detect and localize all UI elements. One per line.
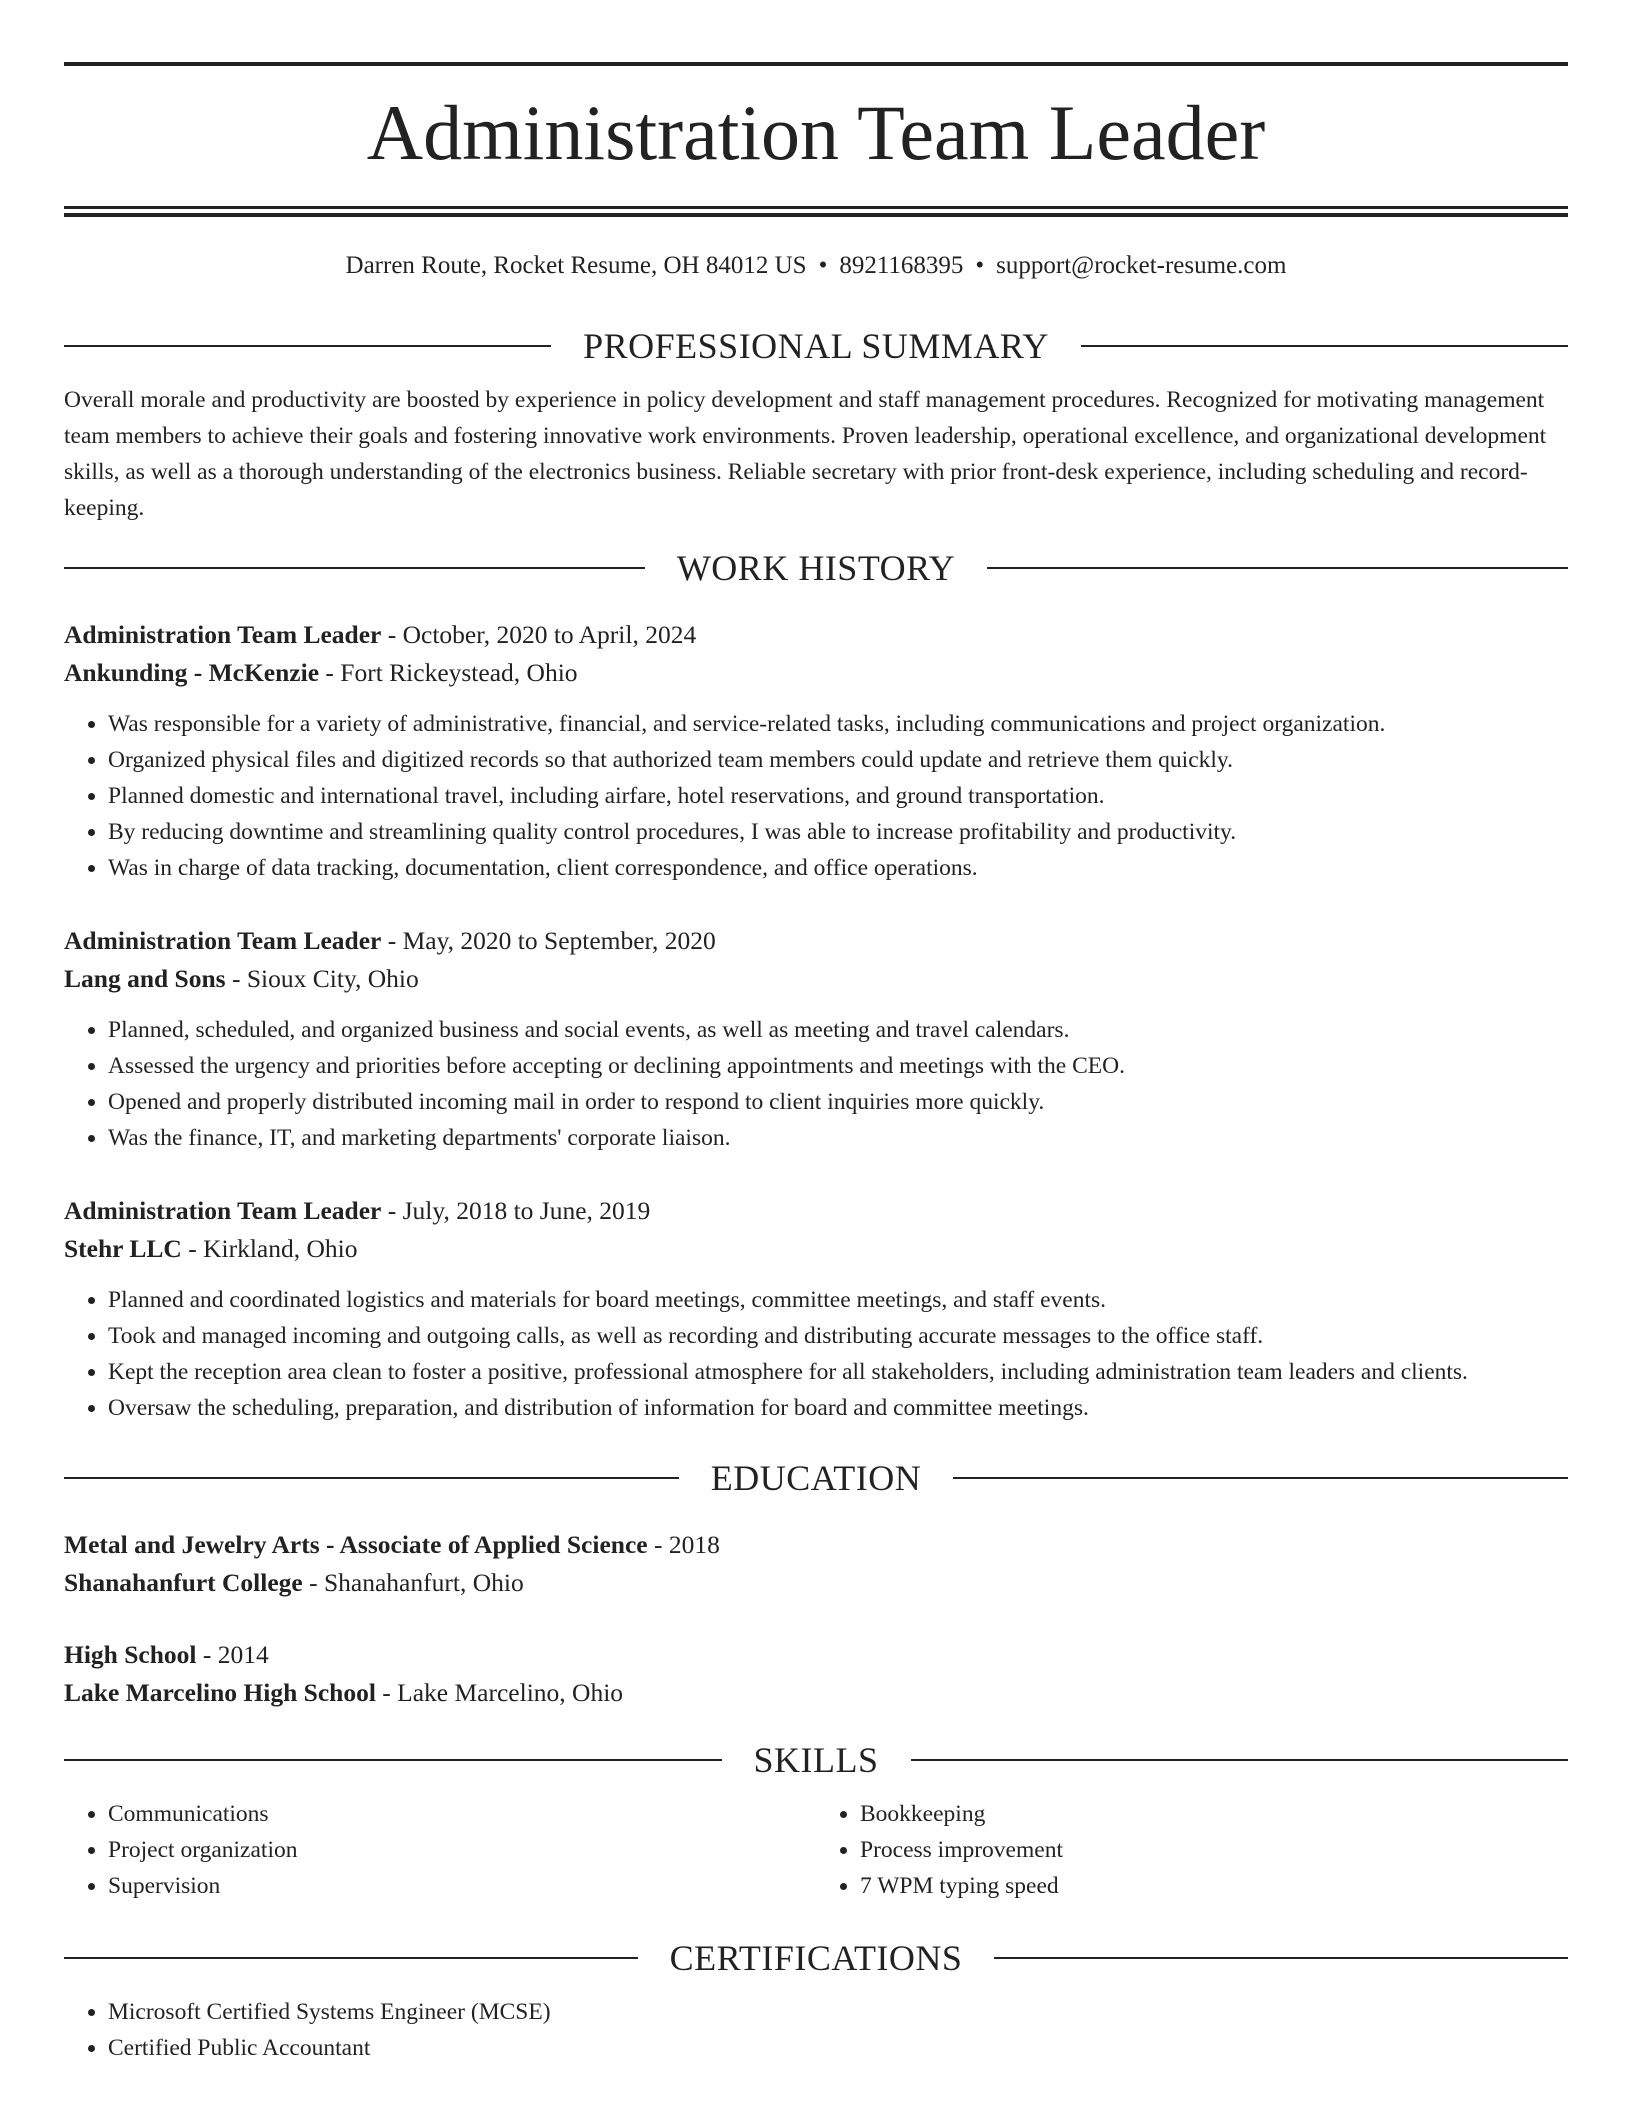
education-location: - Shanahanfurt, Ohio — [302, 1568, 524, 1597]
job-title: Administration Team Leader — [64, 926, 382, 955]
section-rule-right — [911, 1759, 1569, 1761]
certifications-list — [64, 1994, 1568, 2066]
job-company-line — [64, 960, 1568, 998]
contact-line — [64, 253, 1568, 278]
job-entry — [64, 1192, 1568, 1426]
job-bullets — [64, 1282, 1568, 1426]
education-school-line — [64, 1674, 1568, 1712]
section-rule-left — [64, 1957, 638, 1959]
list-item: • Was in charge of data tracking, documentation, client correspondence, and office operations. — [108, 850, 1568, 886]
section-title-certifications: CERTIFICATIONS — [669, 1938, 963, 1978]
contact-phone: 8921168395 — [839, 252, 964, 279]
section-rule-right — [953, 1477, 1568, 1479]
list-item: • Communications — [108, 1796, 816, 1832]
list-item: • Supervision — [108, 1868, 816, 1904]
list-item: • Planned and coordinated logistics and materials for board meetings, committee meetings, and staff events. — [108, 1282, 1568, 1318]
section-header-work-history — [64, 550, 1568, 586]
title-double-rule — [64, 206, 1568, 217]
education-degree: Metal and Jewelry Arts - Associate of Applied Science — [64, 1530, 648, 1559]
job-title-line — [64, 616, 1568, 654]
education-degree-line — [64, 1636, 1568, 1674]
list-item: • Took and managed incoming and outgoing calls, as well as recording and distributing accurate messages to the office staff. — [108, 1318, 1568, 1354]
job-dates: - October, 2020 to April, 2024 — [381, 620, 697, 649]
contact-email: support@rocket-resume.com — [996, 252, 1287, 279]
skills-list-left — [64, 1796, 816, 1904]
section-header-certifications — [64, 1940, 1568, 1976]
section-rule-left — [64, 567, 645, 569]
job-bullets — [64, 706, 1568, 886]
education-school-line — [64, 1564, 1568, 1602]
section-header-education — [64, 1460, 1568, 1496]
education-year: - 2014 — [196, 1640, 269, 1669]
section-title-skills: SKILLS — [753, 1740, 879, 1780]
section-title-education: EDUCATION — [710, 1458, 922, 1498]
list-item: • Project organization — [108, 1832, 816, 1868]
job-bullets — [64, 1012, 1568, 1156]
education-entry — [64, 1526, 1568, 1602]
education-entry — [64, 1636, 1568, 1712]
list-item: • Organized physical files and digitized records so that authorized team members could update and retrieve them quickly. — [108, 742, 1568, 778]
list-item: • 7 WPM typing speed — [860, 1868, 1568, 1904]
section-title-work-history: WORK HISTORY — [676, 548, 956, 588]
contact-separator: • — [975, 252, 985, 279]
list-item: • Opened and properly distributed incoming mail in order to respond to client inquiries more quickly. — [108, 1084, 1568, 1120]
job-title: Administration Team Leader — [64, 1196, 382, 1225]
job-location: - Sioux City, Ohio — [225, 964, 419, 993]
job-location: - Kirkland, Ohio — [181, 1234, 358, 1263]
list-item: • Planned, scheduled, and organized business and social events, as well as meeting and travel calendars. — [108, 1012, 1568, 1048]
job-company-line — [64, 654, 1568, 692]
job-entry — [64, 616, 1568, 886]
education-year: - 2018 — [647, 1530, 720, 1559]
skills-columns — [64, 1796, 1568, 1904]
job-company-line — [64, 1230, 1568, 1268]
job-title-line — [64, 1192, 1568, 1230]
certifications-block — [64, 1994, 1568, 2066]
job-entry — [64, 922, 1568, 1156]
list-item: • Planned domestic and international travel, including airfare, hotel reservations, and ground transportation. — [108, 778, 1568, 814]
job-company: Ankunding - McKenzie — [64, 658, 320, 687]
job-dates: - July, 2018 to June, 2019 — [381, 1196, 651, 1225]
job-location: - Fort Rickeystead, Ohio — [319, 658, 578, 687]
list-item: • Kept the reception area clean to foster a positive, professional atmosphere for all stakeholders, including administration team leaders and clients. — [108, 1354, 1568, 1390]
list-item: • Assessed the urgency and priorities before accepting or declining appointments and meetings with the CEO. — [108, 1048, 1568, 1084]
section-rule-left — [64, 1759, 722, 1761]
job-company: Stehr LLC — [64, 1234, 182, 1263]
top-rule — [64, 62, 1568, 66]
section-header-summary — [64, 328, 1568, 364]
section-rule-right — [987, 567, 1568, 569]
section-title-summary: PROFESSIONAL SUMMARY — [583, 326, 1049, 366]
section-rule-right — [994, 1957, 1568, 1959]
section-header-skills — [64, 1742, 1568, 1778]
list-item: • Was responsible for a variety of administrative, financial, and service-related tasks, including communications and project organization. — [108, 706, 1568, 742]
list-item: • Bookkeeping — [860, 1796, 1568, 1832]
job-dates: - May, 2020 to September, 2020 — [381, 926, 716, 955]
section-rule-left — [64, 1477, 679, 1479]
job-title-line — [64, 922, 1568, 960]
job-title: Administration Team Leader — [64, 620, 382, 649]
section-rule-left — [64, 345, 551, 347]
list-item: • Process improvement — [860, 1832, 1568, 1868]
resume-title: Administration Team Leader — [366, 89, 1266, 176]
contact-address: Darren Route, Rocket Resume, OH 84012 US — [345, 252, 807, 279]
education-location: - Lake Marcelino, Ohio — [375, 1678, 624, 1707]
list-item: • Was the finance, IT, and marketing departments' corporate liaison. — [108, 1120, 1568, 1156]
list-item: • Oversaw the scheduling, preparation, and distribution of information for board and committee meetings. — [108, 1390, 1568, 1426]
contact-separator: • — [818, 252, 828, 279]
list-item: • Certified Public Accountant — [108, 2030, 1568, 2066]
job-company: Lang and Sons — [64, 964, 226, 993]
section-rule-right — [1081, 345, 1568, 347]
education-school: Lake Marcelino High School — [64, 1678, 376, 1707]
summary-paragraph: Overall morale and productivity are boosted by experience in policy development and staff management procedures. Recognized for motivating management team members to achieve their goals and fostering innovative work environments. Proven leadership, operational excellence, and organizational development skills, as well as a thorough understanding of the electronics business. Reliable secretary with prior front-desk experience, including scheduling and record-keeping. — [64, 387, 1547, 521]
education-degree: High School — [64, 1640, 197, 1669]
education-degree-line — [64, 1526, 1568, 1564]
list-item: • By reducing downtime and streamlining quality control procedures, I was able to increase profitability and productivity. — [108, 814, 1568, 850]
skills-list-right — [816, 1796, 1568, 1904]
education-school: Shanahanfurt College — [64, 1568, 303, 1597]
list-item: • Microsoft Certified Systems Engineer (MCSE) — [108, 1994, 1568, 2030]
